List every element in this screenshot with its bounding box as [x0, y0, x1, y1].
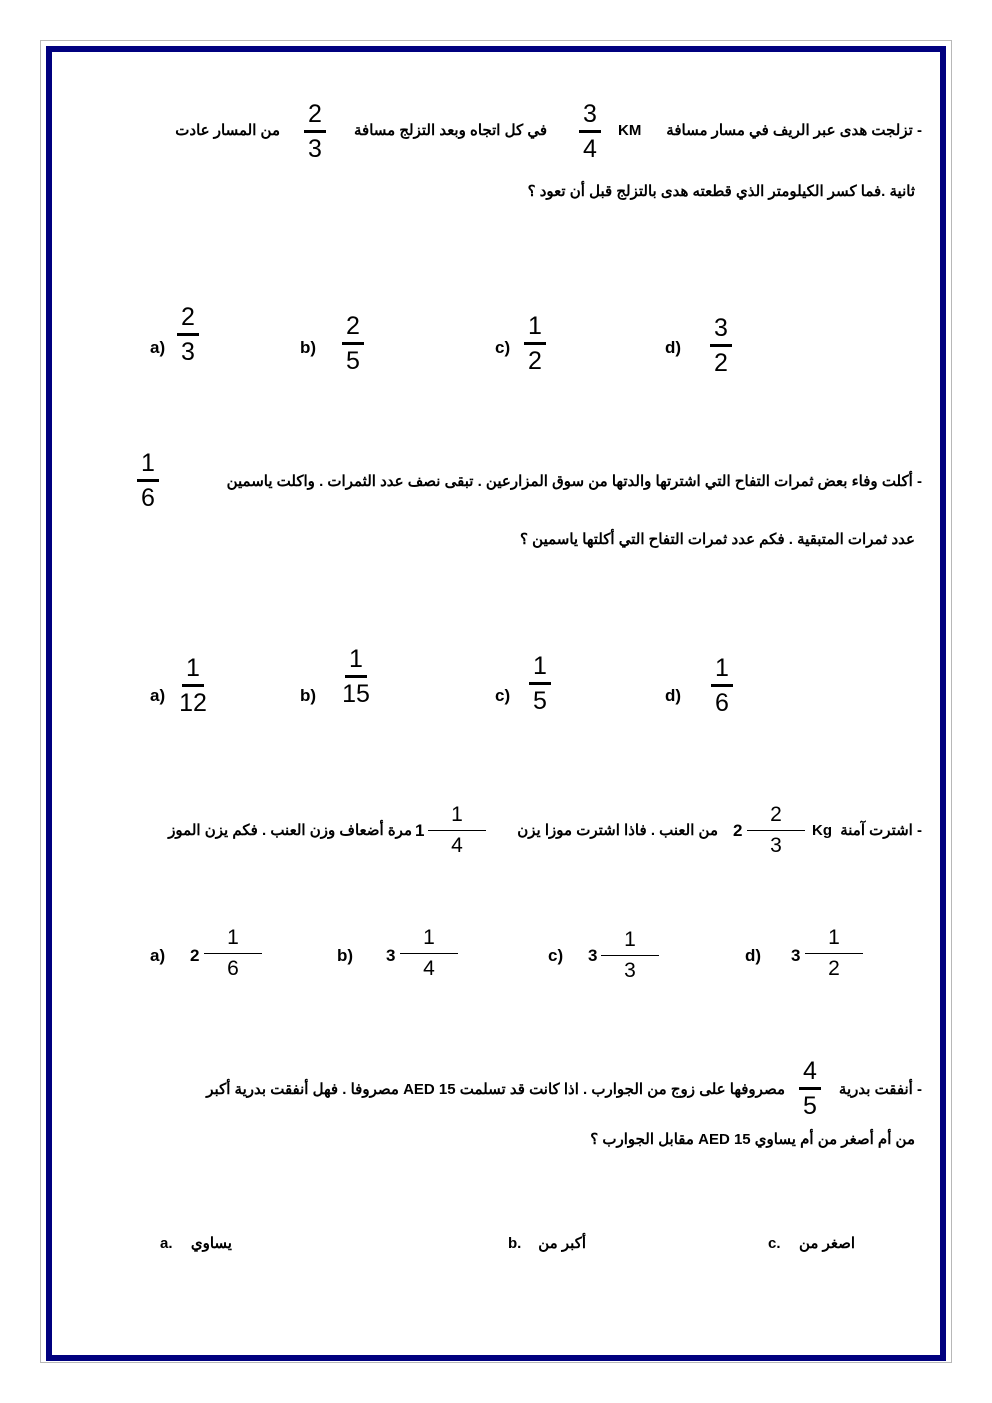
- q1-option-c[interactable]: c): [495, 338, 511, 357]
- q4-text: من أم أصغر من أم يساوي AED 15 مقابل الجوارب ؟: [590, 1131, 915, 1148]
- q2-option-c[interactable]: c): [495, 686, 511, 705]
- q3-fraction: 1 4: [427, 804, 487, 857]
- q2-text: - أكلت وفاء بعض ثمرات التفاح التي اشترتها والدتها من سوق المزارعين . تبقى نصف عدد الثمرات . واكلت ياسمين: [226, 473, 922, 490]
- option-fraction: 3 2: [701, 314, 741, 377]
- option-fraction: 1 12: [179, 654, 207, 717]
- q1-fraction: 3 4: [570, 100, 610, 163]
- mixed-whole: 2: [733, 821, 743, 840]
- q3-text: - اشترت آمنة: [840, 822, 922, 839]
- q4-option-c[interactable]: اصغر من: [798, 1235, 855, 1252]
- q3-option-c[interactable]: c): [548, 946, 564, 965]
- q3-option-d[interactable]: d): [745, 946, 762, 965]
- q3-option-b[interactable]: b): [337, 946, 354, 965]
- page-border: [46, 46, 946, 52]
- option-fraction: 1 6: [203, 927, 263, 980]
- q1-text: من المسار عادت: [175, 122, 280, 139]
- option-fraction: 1 4: [399, 927, 459, 980]
- q1-text: - تزلجت هدى عبر الريف في مسار مسافة: [666, 122, 922, 139]
- q3-fraction: 2 3: [746, 804, 806, 857]
- option-fraction: 2 5: [333, 312, 373, 375]
- border-line: [40, 40, 41, 1363]
- option-fraction: 1 6: [702, 654, 742, 717]
- q4-option-a-label[interactable]: a.: [160, 1235, 173, 1252]
- option-fraction: 1 2: [804, 927, 864, 980]
- border-line: [40, 40, 952, 41]
- page-border: [940, 46, 946, 1361]
- option-fraction: 2 3: [168, 303, 208, 366]
- q1-text: في كل اتجاه وبعد التزلج مسافة: [354, 122, 547, 139]
- q4-fraction: 4 5: [790, 1057, 830, 1120]
- border-line: [40, 1362, 952, 1363]
- page-border: [46, 46, 52, 1361]
- mixed-whole: 1: [415, 821, 425, 840]
- q3-text: من العنب . فاذا اشترت موزا يزن: [517, 822, 718, 839]
- mixed-whole: 3: [588, 946, 598, 965]
- q3-text: مرة أضعاف وزن العنب . فكم يزن الموز: [168, 822, 412, 839]
- q2-text: عدد ثمرات المتبقية . فكم عدد ثمرات التفاح التي أكلتها ياسمين ؟: [520, 531, 915, 548]
- page-border: [46, 1355, 946, 1361]
- q3-option-a[interactable]: a): [150, 946, 166, 965]
- q2-fraction: 1 6: [128, 449, 168, 512]
- q1-option-d[interactable]: d): [665, 338, 682, 357]
- q4-option-c-label[interactable]: c.: [768, 1235, 781, 1252]
- mixed-whole: 2: [190, 946, 200, 965]
- q4-option-b[interactable]: أكبر من: [538, 1235, 586, 1252]
- border-line: [951, 40, 952, 1363]
- q4-text: - أنفقت بدرية: [838, 1081, 922, 1098]
- q1-option-a[interactable]: a): [150, 338, 166, 357]
- q2-option-b[interactable]: b): [300, 686, 317, 705]
- option-fraction: 1 3: [600, 929, 660, 982]
- option-fraction: 1 15: [342, 645, 370, 708]
- option-fraction: 1 5: [520, 652, 560, 715]
- q1-text: ثانية .فما كسر الكيلومتر الذي قطعته هدى بالتزلج قبل أن تعود ؟: [527, 183, 915, 200]
- q2-option-d[interactable]: d): [665, 686, 682, 705]
- option-fraction: 1 2: [515, 312, 555, 375]
- q4-option-b-label[interactable]: b.: [508, 1235, 522, 1252]
- q4-option-a[interactable]: يساوي: [190, 1235, 232, 1252]
- q1-unit: KM: [618, 122, 642, 139]
- q4-text: مصروفها على زوج من الجوارب . اذا كانت قد تسلمت AED 15 مصروفا . فهل أنفقت بدرية أكبر: [206, 1081, 785, 1098]
- mixed-whole: 3: [386, 946, 396, 965]
- q1-option-b[interactable]: b): [300, 338, 317, 357]
- q3-unit: Kg: [812, 822, 832, 839]
- q2-option-a[interactable]: a): [150, 686, 166, 705]
- q1-fraction: 2 3: [295, 100, 335, 163]
- mixed-whole: 3: [791, 946, 801, 965]
